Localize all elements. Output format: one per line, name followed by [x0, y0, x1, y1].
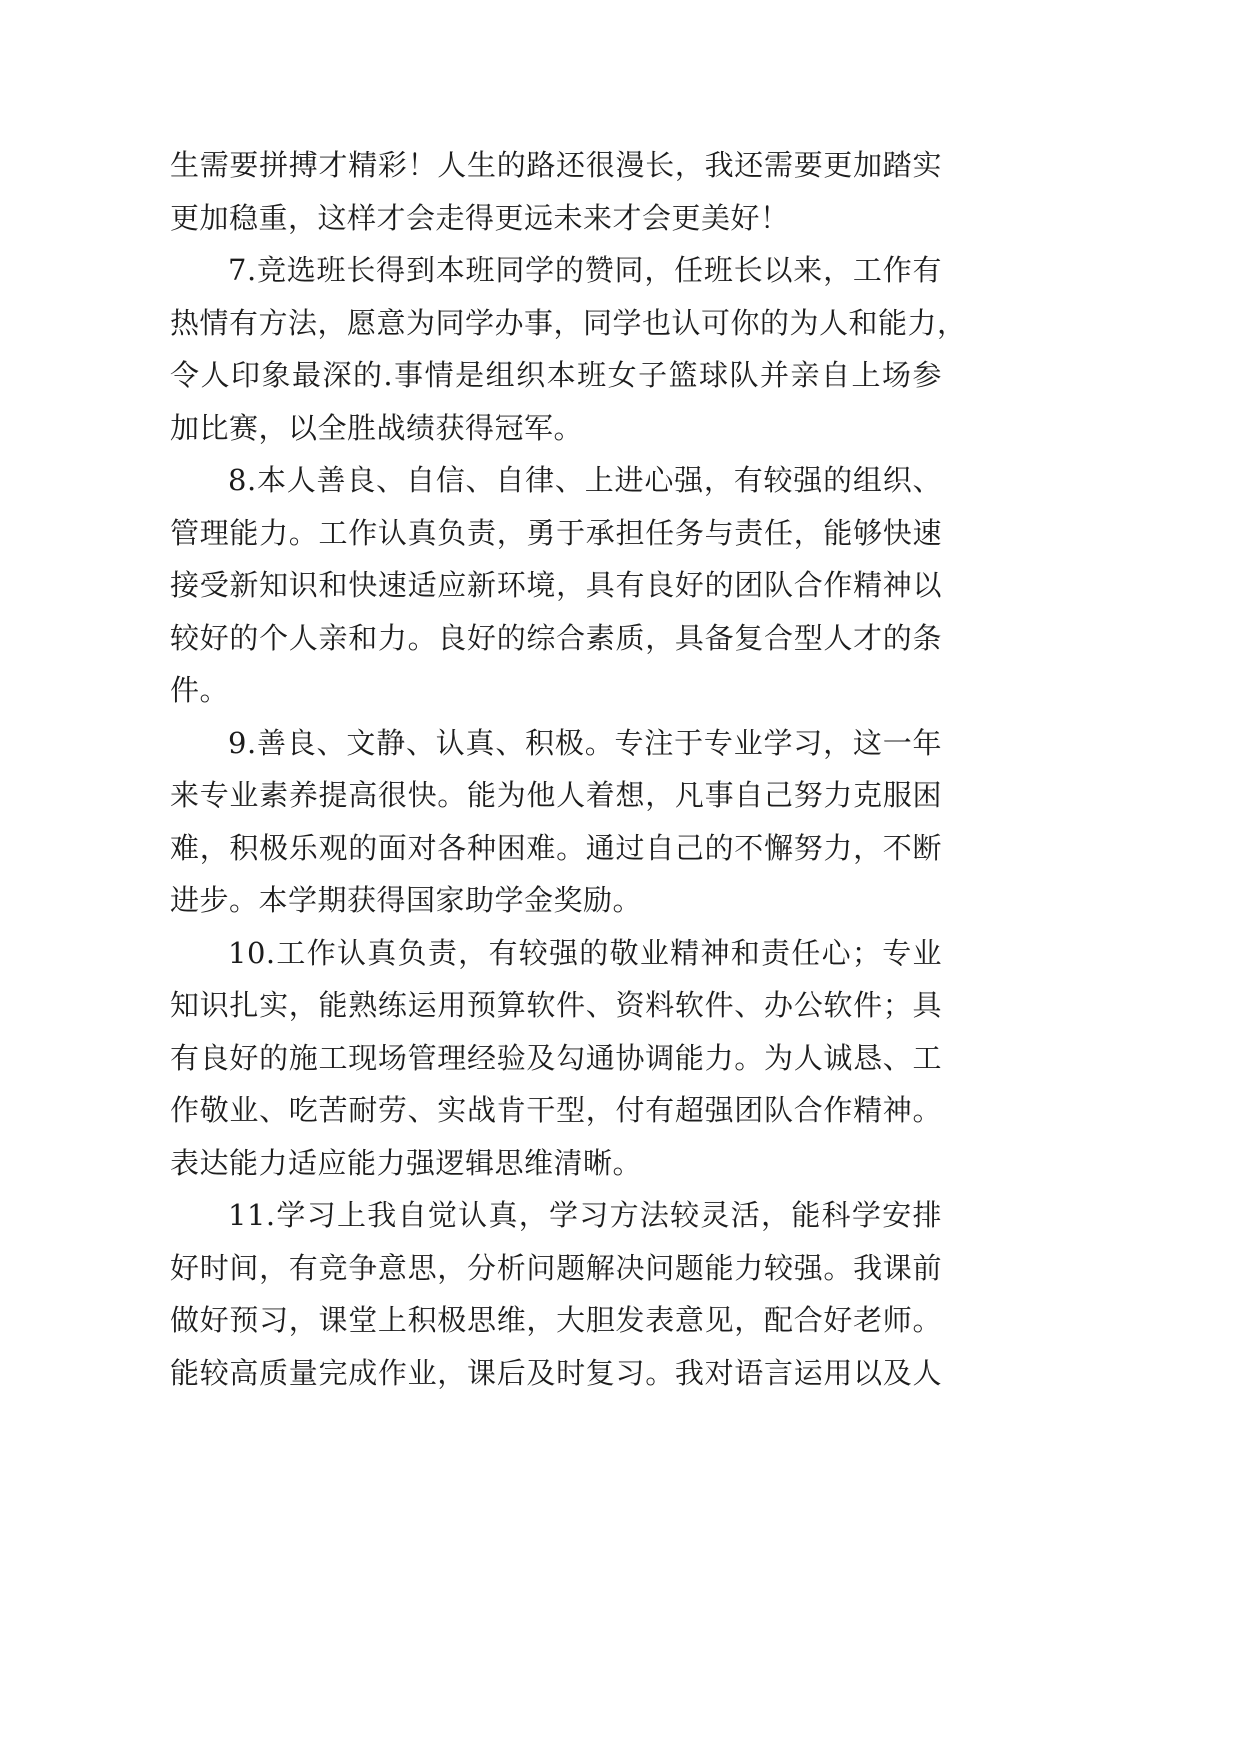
text-line: 9.善良、文静、认真、积极。专注于专业学习，这一年 — [228, 725, 942, 760]
text-line: 接受新知识和快速适应新环境，具有良好的团队合作精神以 — [170, 568, 942, 602]
paragraph-item-7 — [170, 244, 967, 454]
text-line: 知识扎实，能熟练运用预算软件、资料软件、办公软件；具 — [170, 988, 942, 1022]
text-line: 好时间，有竞争意思，分析问题解决问题能力较强。我课前 — [170, 1250, 942, 1285]
text-line: 难，积极乐观的面对各种困难。通过自己的不懈努力，不断 — [170, 830, 942, 865]
text-line: 表达能力适应能力强逻辑思维清晰。 — [170, 1145, 643, 1180]
text-line: 进步。本学期获得国家助学金奖励。 — [170, 883, 643, 917]
text-line: 管理能力。工作认真负责，勇于承担任务与责任，能够快速 — [170, 515, 942, 550]
text-line: 8.本人善良、自信、自律、上进心强，有较强的组织、 — [228, 463, 942, 497]
text-line: 能较高质量完成作业，课后及时复习。我对语言运用以及人 — [170, 1355, 942, 1390]
text-line: 更加稳重，这样才会走得更远未来才会更美好！ — [170, 200, 790, 235]
text-line: 作敬业、吃苦耐劳、实战肯干型，付有超强团队合作精神。 — [170, 1093, 942, 1127]
paragraph-item-10 — [170, 927, 942, 1190]
text-line: 令人印象最深的.事情是组织本班女子篮球队并亲自上场参 — [170, 358, 942, 392]
text-line: 加比赛，以全胜战绩获得冠军。 — [170, 410, 584, 445]
paragraph-continuation — [170, 139, 942, 244]
text-line: 件。 — [170, 673, 230, 707]
document-body — [170, 139, 967, 1399]
text-line: 做好预习，课堂上积极思维，大胆发表意见，配合好老师。 — [170, 1303, 942, 1337]
text-line: 来专业素养提高很快。能为他人着想，凡事自己努力克服困 — [170, 778, 942, 812]
text-line: 有良好的施工现场管理经验及勾通协调能力。为人诚恳、工 — [170, 1040, 942, 1075]
paragraph-item-8 — [170, 454, 942, 717]
text-line: 热情有方法，愿意为同学办事，同学也认可你的为人和能力， — [170, 305, 967, 340]
text-line: 生需要拼搏才精彩！人生的路还很漫长，我还需要更加踏实 — [170, 148, 942, 182]
paragraph-item-11 — [170, 1189, 942, 1399]
text-line: 11.学习上我自觉认真，学习方法较灵活，能科学安排 — [228, 1198, 942, 1232]
text-line: 10.工作认真负责，有较强的敬业精神和责任心；专业 — [228, 935, 942, 970]
paragraph-item-9 — [170, 717, 942, 927]
text-line: 较好的个人亲和力。良好的综合素质，具备复合型人才的条 — [170, 620, 942, 655]
text-line: 7.竞选班长得到本班同学的赞同，任班长以来，工作有 — [228, 253, 942, 287]
